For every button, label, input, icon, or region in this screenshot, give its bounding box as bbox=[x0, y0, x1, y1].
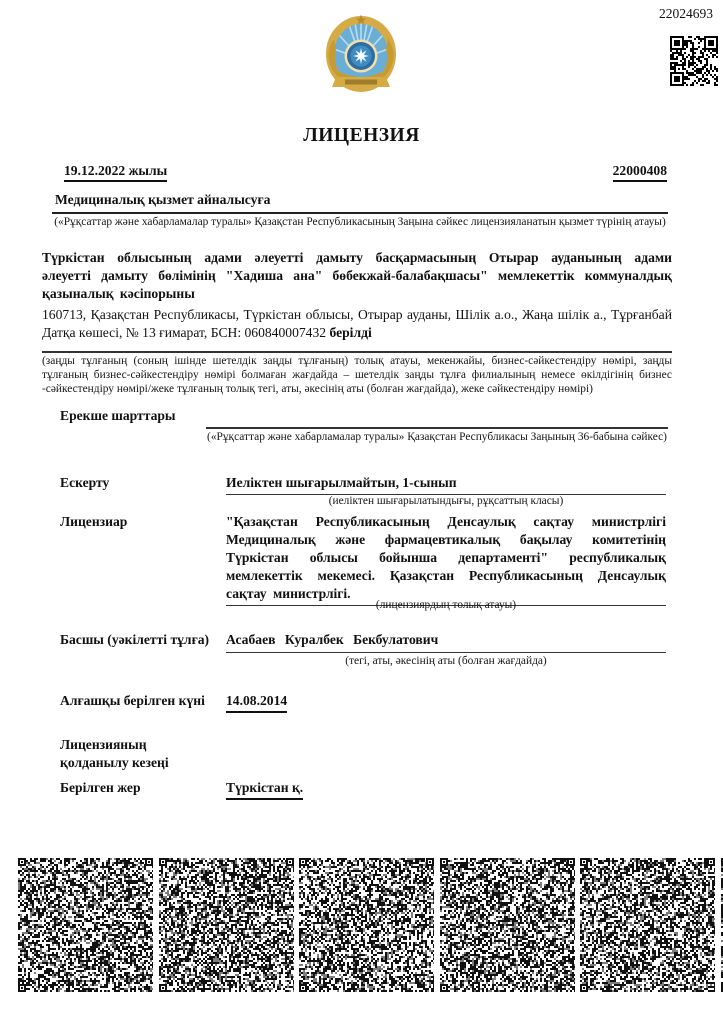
special-conditions-note: («Рұқсаттар және хабарламалар туралы» Қазақстан Республикасы Заңының 36-бабына сәйкес) bbox=[207, 431, 667, 443]
first-issued-value-wrap bbox=[226, 692, 287, 713]
divider-rule bbox=[52, 212, 668, 214]
issued-word: берілді bbox=[329, 324, 372, 340]
licensor-label: Лицензиар bbox=[60, 514, 128, 529]
datamatrix-barcode bbox=[159, 858, 294, 992]
serial-number: 22024693 bbox=[659, 6, 713, 21]
issue-place-value: Түркістан қ. bbox=[226, 779, 303, 800]
first-issued-label: Алғашқы берілген күні bbox=[60, 693, 205, 708]
activity-note: («Рұқсаттар және хабарламалар туралы» Қазақстан Республикасының Заңына сәйкес лицензияланатын қызмет түрінің атауы) bbox=[54, 216, 666, 228]
datamatrix-barcode bbox=[440, 858, 575, 992]
qr-code bbox=[668, 34, 720, 88]
issue-place-value-wrap bbox=[226, 779, 303, 800]
remark-note: (иеліктен шығарылатындығы, рұқсаттың класы) bbox=[328, 495, 564, 507]
date-number-row bbox=[64, 163, 667, 182]
license-number: 22000408 bbox=[613, 163, 667, 182]
head-note: (тегі, аты, әкесінің аты (болған жағдайда) bbox=[345, 655, 547, 667]
datamatrix-barcode bbox=[18, 858, 153, 992]
special-conditions-label: Ерекше шарттары bbox=[60, 408, 176, 423]
activity-title: Медициналық қызмет айналысуға bbox=[55, 192, 271, 207]
licensee-note: (заңды тұлғаның (соның ішінде шетелдік заңды тұлғаның) толық атауы, мекенжайы, бизнес-сәйкестендіру нөмірі, заңды тұлғаның бизнес-сәйкестендіру нөмірі болмаған жағдайда – шетелдік заңды тұлға филиалының немесе өкілдігінің бизнес -сәйкестендіру нөмірі/жеке тұлғаның толық тегі, аты, әкесінің аты (болған жағдайда), жеке сәйкестендіру нөмірі) bbox=[42, 355, 672, 395]
head-label: Басшы (уәкілетті тұлға) bbox=[60, 632, 210, 647]
kazakhstan-emblem-icon bbox=[322, 13, 400, 100]
licensor-note: (лицензиярдың толық атауы) bbox=[375, 599, 517, 611]
datamatrix-barcode bbox=[580, 858, 715, 992]
first-issued-value: 14.08.2014 bbox=[226, 692, 287, 713]
head-value: Асабаев Куралбек Бекбулатович bbox=[226, 631, 666, 653]
remark-label: Ескерту bbox=[60, 475, 110, 490]
issue-place-label: Берілген жер bbox=[60, 780, 141, 795]
divider-rule bbox=[206, 427, 668, 429]
licensee-address: 160713, Қазақстан Республикасы, Түркістан облысы, Отырар ауданы, Шілік а.о., Жаңа шілік а., Тұрғанбай Датқа көшесі, № 13 ғимарат, БСН: 060840007432 bbox=[42, 307, 672, 340]
divider-rule bbox=[42, 351, 672, 353]
licensee-address-line bbox=[42, 306, 672, 342]
licensee-name: Түркістан облысының адами әлеуетті дамыту басқармасының Отырар ауданының адами әлеуетті дамыту бөлімінің "Хадиша ана" бөбекжай-балабақшасы" мемлекеттік коммуналдық қазыналық кәсіпорыны bbox=[42, 250, 672, 301]
barcode-strip bbox=[18, 858, 723, 992]
issue-date: 19.12.2022 жылы bbox=[64, 163, 167, 182]
licensor-value: "Қазақстан Республикасының Денсаулық сақтау министрлігі Медициналық және фармацевтикалық бақылау комитетінің Түркістан облысы бойынша департаменті" республикалық мемлекеттік мекемесі. Қазақстан Республикасының Денсаулық сақтау министрлігі. bbox=[226, 513, 666, 606]
validity-label: Лицензияның қолданылу кезеңі bbox=[60, 737, 169, 770]
remark-value: Иеліктен шығарылмайтын, 1-сынып bbox=[226, 474, 666, 495]
datamatrix-barcode bbox=[299, 858, 434, 992]
document-title: ЛИЦЕНЗИЯ bbox=[303, 125, 420, 146]
